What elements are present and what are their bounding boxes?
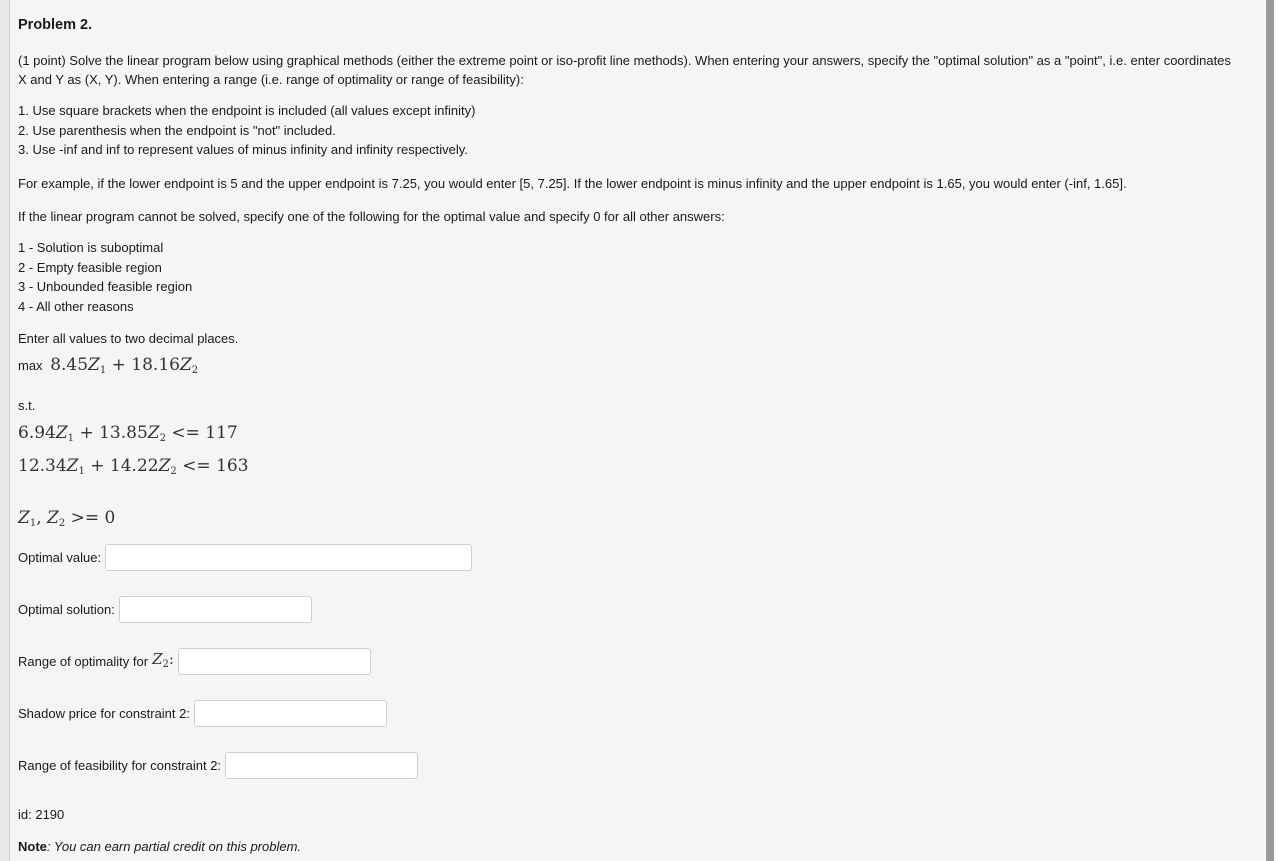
range-feasibility-input[interactable]: [225, 752, 418, 779]
window-left-edge: [0, 0, 10, 861]
note-label: Note: [18, 839, 47, 854]
constraint-1-rhs: 117: [205, 423, 238, 443]
list-item: 2 - Empty feasible region: [18, 259, 162, 275]
constraint-2-rhs: 163: [216, 456, 249, 476]
problem-title: Problem 2.: [18, 17, 93, 33]
range-optimality-variable: $Z_2$:: [152, 649, 174, 670]
problem-intro: (1 point) Solve the linear program below using graphical methods (either the extreme point or iso-profit line methods). When entering your answers, specify the "optimal solution" as a "point", i.e. enter coordinates X and Y as (X, Y). When entering a range (i.e. range of optimality or range of feasibility):: [18, 53, 1231, 87]
problem-panel: [10, 0, 1265, 861]
shadow-price-input[interactable]: [194, 700, 387, 727]
note-text: : You can earn partial credit on this problem.: [46, 839, 302, 854]
partial-credit-note: [18, 837, 301, 856]
optimal-value-label: Optimal value:: [18, 550, 102, 565]
precision-note: Enter all values to two decimal places.: [18, 331, 239, 346]
list-item: 4 - All other reasons: [18, 298, 134, 314]
range-optimality-input[interactable]: [178, 648, 371, 675]
constraint-2-coef-a: 12.34: [18, 456, 67, 476]
problem-id: id: 2190: [18, 807, 65, 822]
constraint-1-op: <=: [171, 423, 200, 443]
range-optimality-row: [18, 648, 371, 675]
shadow-price-label: Shadow price for constraint 2:: [18, 706, 190, 721]
objective-coef-1: 8.45: [50, 355, 89, 375]
objective-coef-2: 18.16: [131, 355, 180, 375]
range-rules-list: [18, 101, 475, 160]
constraint-2: $12.34Z_1 + 14.22Z_2 <= 163$: [18, 456, 249, 477]
constraint-1-coef-b: 13.85: [99, 423, 148, 443]
optimal-solution-input[interactable]: [119, 596, 312, 623]
constraint-2-op: <=: [182, 456, 211, 476]
range-optimality-label: Range of optimality for: [18, 654, 149, 669]
objective-prefix: max: [18, 358, 43, 373]
constraint-1-coef-a: 6.94: [18, 423, 56, 443]
list-item: 3. Use -inf and inf to represent values of minus infinity and infinity respectively.: [18, 142, 468, 157]
list-item: 3 - Unbounded feasible region: [18, 279, 193, 294]
list-item: 2. Use parenthesis when the endpoint is "not" included.: [18, 122, 336, 138]
range-feasibility-row: [18, 752, 418, 779]
nonneg-rhs: >= 0: [70, 508, 116, 528]
shadow-price-row: [18, 700, 387, 727]
example-text: For example, if the lower endpoint is 5 and the upper endpoint is 7.25, you would enter [5, 7.25]. If the lower endpoint is minus infinity and the upper endpoint is 1.65, you would enter (-inf, 1.65].: [18, 176, 1127, 191]
range-feasibility-label: Range of feasibility for constraint 2:: [18, 758, 222, 773]
optimal-solution-label: Optimal solution:: [18, 602, 115, 617]
constraint-1: $6.94Z_1 + 13.85Z_2 <= 117$: [18, 423, 238, 444]
list-item: 1. Use square brackets when the endpoint is included (all values except infinity): [18, 103, 476, 118]
list-item: 1 - Solution is suboptimal: [18, 240, 164, 255]
unsolvable-instructions: If the linear program cannot be solved, specify one of the following for the optimal value and specify 0 for all other answers:: [18, 209, 725, 224]
nonnegativity-constraint: $Z_1$, $Z_2 >= 0$: [18, 508, 116, 529]
objective-function: $\max 8.45Z_1 + 18.16Z_2$: [18, 355, 199, 376]
reason-codes-list: [18, 238, 192, 316]
optimal-solution-row: [18, 596, 312, 623]
constraint-2-coef-b: 14.22: [109, 456, 159, 476]
optimal-value-row: [18, 544, 472, 571]
optimal-value-input[interactable]: [105, 544, 472, 571]
subject-to-label: s.t.: [18, 398, 36, 413]
scrollbar[interactable]: [1266, 0, 1274, 861]
